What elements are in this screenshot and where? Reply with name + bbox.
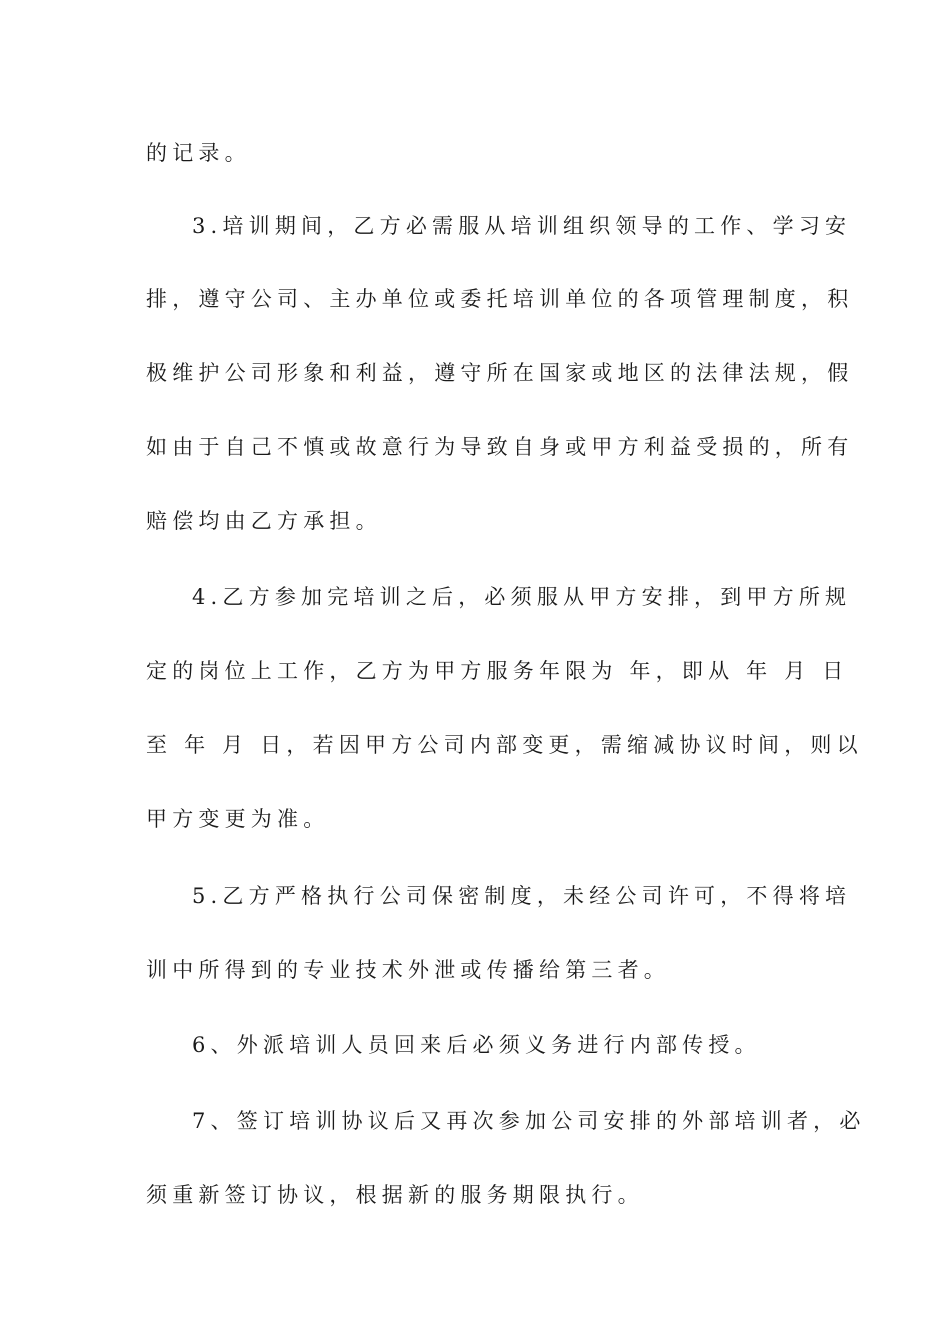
- paragraph-3-line-2: 排，遵守公司、主办单位或委托培训单位的各项管理制度，积: [146, 287, 854, 311]
- paragraph-7-line-1: 7、签订培训协议后又再次参加公司安排的外部培训者，必: [192, 1109, 866, 1133]
- paragraph-4-line-3: 至 年 月 日，若因甲方公司内部变更，需缩减协议时间，则以: [146, 733, 863, 757]
- paragraph-6-line-1: 6、外派培训人员回来后必须义务进行内部传授。: [192, 1033, 761, 1057]
- paragraph-4-line-1: 4.乙方参加完培训之后，必须服从甲方安排，到甲方所规: [192, 585, 852, 609]
- paragraph-5-line-1: 5.乙方严格执行公司保密制度，未经公司许可，不得将培: [192, 884, 852, 908]
- paragraph-7-line-2: 须重新签订协议，根据新的服务期限执行。: [146, 1183, 644, 1207]
- paragraph-4-line-4: 甲方变更为准。: [146, 807, 330, 831]
- paragraph-5-line-2: 训中所得到的专业技术外泄或传播给第三者。: [146, 958, 670, 982]
- text-line: 的记录。: [146, 141, 251, 165]
- paragraph-3-line-3: 极维护公司形象和利益，遵守所在国家或地区的法律法规，假: [146, 361, 854, 385]
- paragraph-4-line-2: 定的岗位上工作，乙方为甲方服务年限为 年，即从 年 月 日: [146, 659, 849, 683]
- paragraph-3-line-5: 赔偿均由乙方承担。: [146, 509, 382, 533]
- paragraph-3-line-4: 如由于自己不慎或故意行为导致自身或甲方利益受损的，所有: [146, 435, 854, 459]
- paragraph-3-line-1: 3.培训期间，乙方必需服从培训组织领导的工作、学习安: [192, 214, 852, 238]
